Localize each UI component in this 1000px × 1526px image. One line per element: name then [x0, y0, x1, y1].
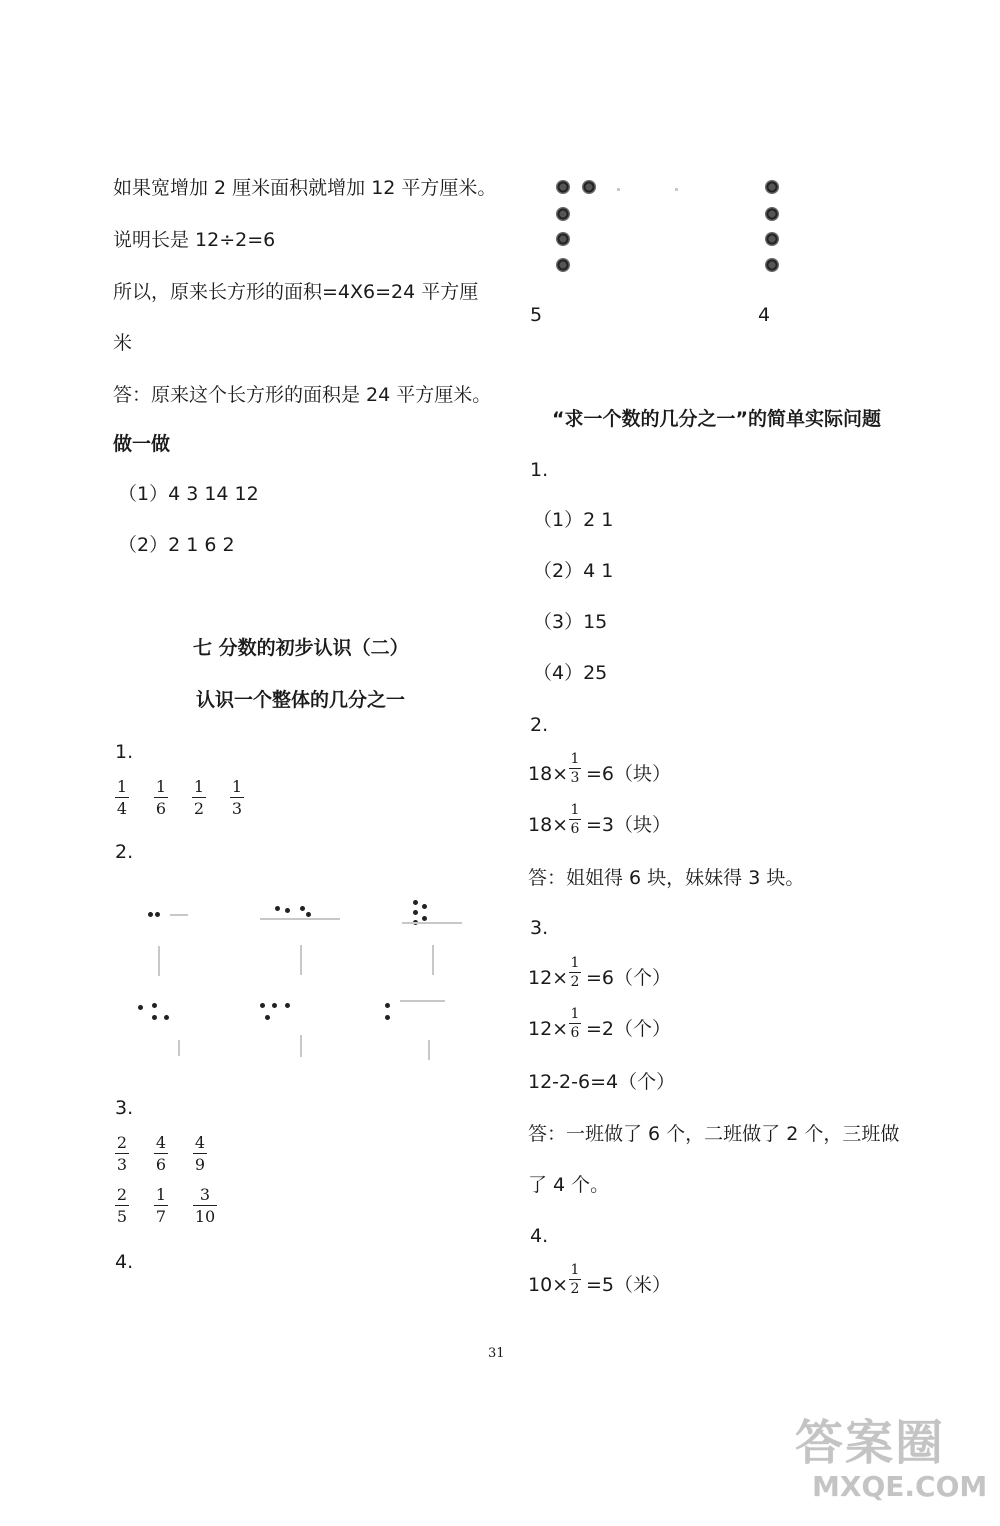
fraction: 1 7	[155, 1185, 167, 1226]
section-title: “求一个数的几分之一”的简单实际问题	[552, 408, 881, 430]
answer-line: （2）2 1 6 2	[118, 534, 235, 556]
fraction: 2 5	[116, 1185, 128, 1226]
fraction: 1 4	[116, 777, 128, 818]
question-number: 2.	[115, 841, 134, 863]
equation: =6（个）	[586, 967, 672, 989]
answer-line: （1）2 1	[533, 509, 614, 531]
fraction: 1 2	[193, 777, 205, 818]
equation: 18×	[528, 814, 569, 836]
answer-line: （2）4 1	[533, 560, 614, 582]
text-line: 所以，原来长方形的面积=4X6=24 平方厘	[113, 281, 479, 303]
equation: =6（块）	[586, 763, 672, 785]
dot-figure	[550, 176, 800, 276]
section-title: 认识一个整体的几分之一	[196, 689, 406, 711]
fraction: 1 2	[570, 1262, 580, 1297]
equation: =3（块）	[586, 814, 672, 836]
text-line: 米	[113, 332, 133, 354]
equation: 12×	[528, 1018, 569, 1040]
equation: 12-2-6=4（个）	[528, 1071, 676, 1093]
equation: =5（米）	[586, 1274, 672, 1296]
question-number: 3.	[530, 917, 549, 939]
answer-line: 答：原来这个长方形的面积是 24 平方厘米。	[113, 384, 492, 406]
fraction: 1 6	[155, 777, 167, 818]
fraction: 4 6	[155, 1133, 167, 1174]
question-number: 2.	[530, 714, 549, 736]
answer-line: 答：姐姐得 6 块，妹妹得 3 块。	[528, 867, 805, 889]
fraction: 1 2	[570, 955, 580, 990]
text-line: 说明长是 12÷2=6	[113, 229, 276, 251]
fraction: 1 3	[231, 777, 243, 818]
faded-figure	[110, 890, 490, 1070]
equation: =2（个）	[586, 1018, 672, 1040]
chapter-title: 七 分数的初步认识（二）	[193, 637, 409, 659]
fraction: 4 9	[194, 1133, 206, 1174]
watermark-logo: 答案圈	[795, 1415, 946, 1471]
watermark-url: MXQE.COM	[812, 1470, 988, 1503]
count-label: 4	[758, 304, 771, 326]
fraction: 3 10	[194, 1185, 216, 1226]
text-line: 如果宽增加 2 厘米面积就增加 12 平方厘米。	[113, 177, 497, 199]
answer-line: （4）25	[533, 662, 608, 684]
fraction: 2 3	[116, 1133, 128, 1174]
question-number: 4.	[530, 1225, 549, 1247]
question-number: 1.	[530, 459, 549, 481]
fraction: 1 6	[570, 802, 580, 837]
question-number: 1.	[115, 741, 134, 763]
section-heading: 做一做	[113, 433, 171, 455]
count-label: 5	[530, 304, 543, 326]
answer-line: （3）15	[533, 611, 608, 633]
equation: 12×	[528, 967, 569, 989]
equation: 18×	[528, 763, 569, 785]
answer-line: 答：一班做了 6 个，二班做了 2 个，三班做	[528, 1123, 900, 1145]
answer-line: （1）4 3 14 12	[118, 483, 259, 505]
equation: 10×	[528, 1274, 569, 1296]
fraction: 1 3	[570, 751, 580, 786]
answer-line: 了 4 个。	[528, 1174, 610, 1196]
question-number: 4.	[115, 1251, 134, 1273]
fraction: 1 6	[570, 1006, 580, 1041]
page-number: 31	[488, 1346, 505, 1361]
question-number: 3.	[115, 1097, 134, 1119]
